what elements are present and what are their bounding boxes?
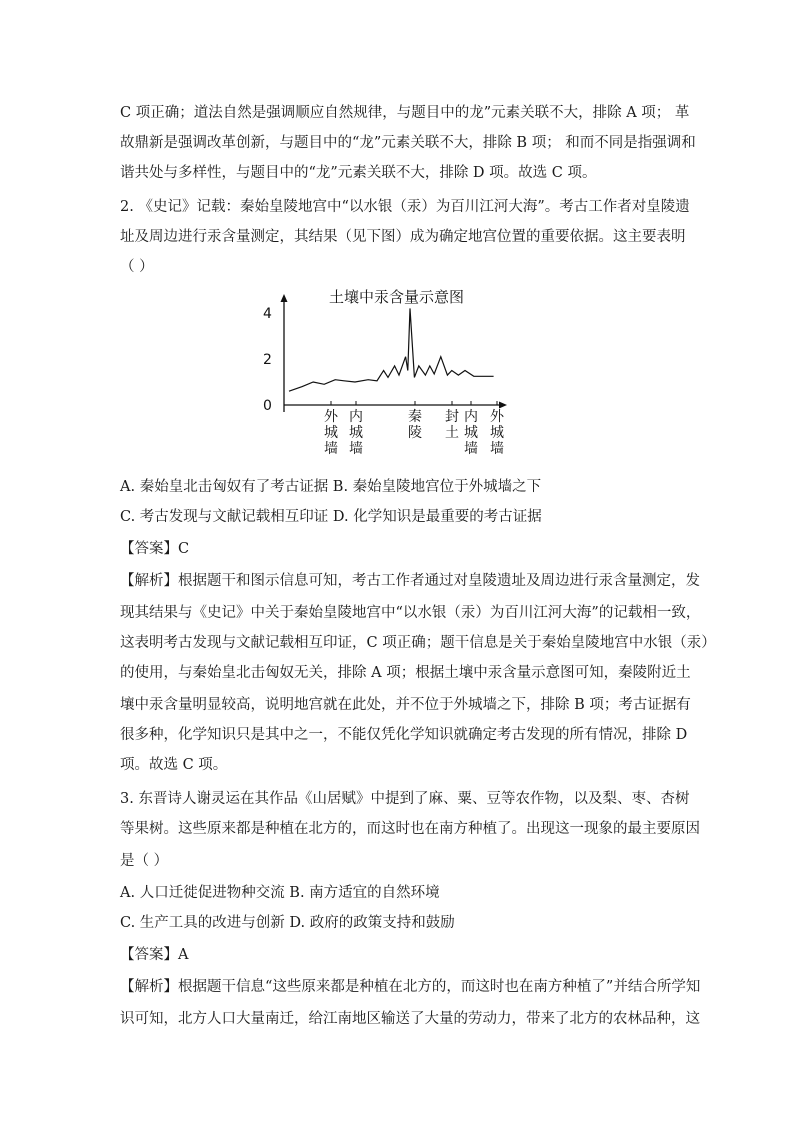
x-tick-label-char: 城 [349,425,363,441]
x-tick-label-char: 内 [349,409,363,425]
x-tick-label-char: 外 [324,409,338,425]
x-tick-label-char: 封 [445,409,459,425]
y-tick-label: 0 [263,398,272,414]
y-tick-label: 2 [263,352,272,368]
x-tick-label-char: 城 [490,425,504,441]
x-tick-label-char: 城 [464,425,478,441]
chart-title: 土壤中汞含量示意图 [329,288,465,306]
text-line: （ ） [120,259,154,275]
text-line: A. 人口迁徙促进物种交流 B. 南方适宜的自然环境 [120,885,440,901]
text-line: 址及周边进行汞含量测定，其结果（见下图）成为确定地宫位置的重要依据。这主要表明 [120,229,686,245]
text-line: 识可知，北方人口大量南迁，给江南地区输送了大量的劳动力，带来了北方的农林品种，这 [120,1011,700,1027]
x-tick-label-char: 外 [490,409,504,425]
text-line: 项。故选 C 项。 [120,757,228,773]
text-line: 等果树。这些原来都是种植在北方的，而这时也在南方种植了。出现这一现象的最主要原因 [120,821,700,837]
x-axis-arrow [499,402,507,409]
text-line: A. 秦始皇北击匈奴有了考古证据 B. 秦始皇陵地宫位于外城墙之下 [120,479,542,495]
text-line: C 项正确；道法自然是强调顺应自然规律，与题目中的龙”元素关联不大，排除 A 项； 革 [120,105,690,121]
text-line: C. 生产工具的改进与创新 D. 政府的政策支持和鼓励 [120,915,455,931]
text-line: 这表明考古发现与文献记载相互印证，C 项正确；题干信息是关于秦始皇陵地宫中水银（汞） [120,635,716,651]
x-tick-label-char: 墙 [490,441,504,457]
x-tick-label-char: 墙 [324,441,338,457]
y-axis-arrow [281,294,288,302]
mercury-chart [255,283,515,457]
text-line: C. 考古发现与文献记载相互印证 D. 化学知识是最重要的考古证据 [120,509,542,525]
text-line: 故鼎新是强调改革创新，与题目中的“龙”元素关联不大，排除 B 项； 和而不同是指强调和 [120,135,696,151]
text-line: 【答案】C [120,541,190,557]
text-line: 3. 东晋诗人谢灵运在其作品《山居赋》中提到了麻、粟、豆等农作物，以及梨、枣、杏树 [120,791,690,807]
text-line: 是（ ） [120,853,169,869]
text-line: 【解析】根据题干和图示信息可知，考古工作者通过对皇陵遗址及周边进行汞含量测定，发 [120,573,700,589]
x-tick-label-char: 内 [464,409,478,425]
x-tick-label-char: 陵 [408,425,422,441]
y-tick-label: 4 [263,306,272,322]
text-line: 很多种，化学知识只是其中之一，不能仅凭化学知识就确定考古发现的所有情况，排除 D [120,727,688,743]
x-tick-label-char: 墙 [349,441,363,457]
text-line: 【解析】根据题干信息“这些原来都是种植在北方的，而这时也在南方种植了”并结合所学知 [120,979,701,995]
x-tick-label-char: 秦 [408,409,422,425]
series-line [289,308,494,391]
x-tick-label-char: 土 [445,425,459,441]
text-line: 2. 《史记》记载：秦始皇陵地宫中“以水银（汞）为百川江河大海”。考古工作者对皇陵遗 [120,199,690,215]
text-line: 【答案】A [120,947,189,963]
text-line: 谐共处与多样性，与题目中的“龙”元素关联不大，排除 D 项。故选 C 项。 [120,165,597,181]
x-tick-label-char: 墙 [464,441,478,457]
x-tick-label-char: 城 [324,425,338,441]
text-line: 壤中汞含量明显较高，说明地宫就在此处，并不位于外城墙之下，排除 B 项；考古证据有 [120,697,691,713]
text-line: 的使用，与秦始皇北击匈奴无关，排除 A 项；根据土壤中汞含量示意图可知，秦陵附近土 [120,665,691,681]
text-line: 现其结果与《史记》中关于秦始皇陵地宫中“以水银（汞）为百川江河大海”的记载相一致， [120,605,701,621]
